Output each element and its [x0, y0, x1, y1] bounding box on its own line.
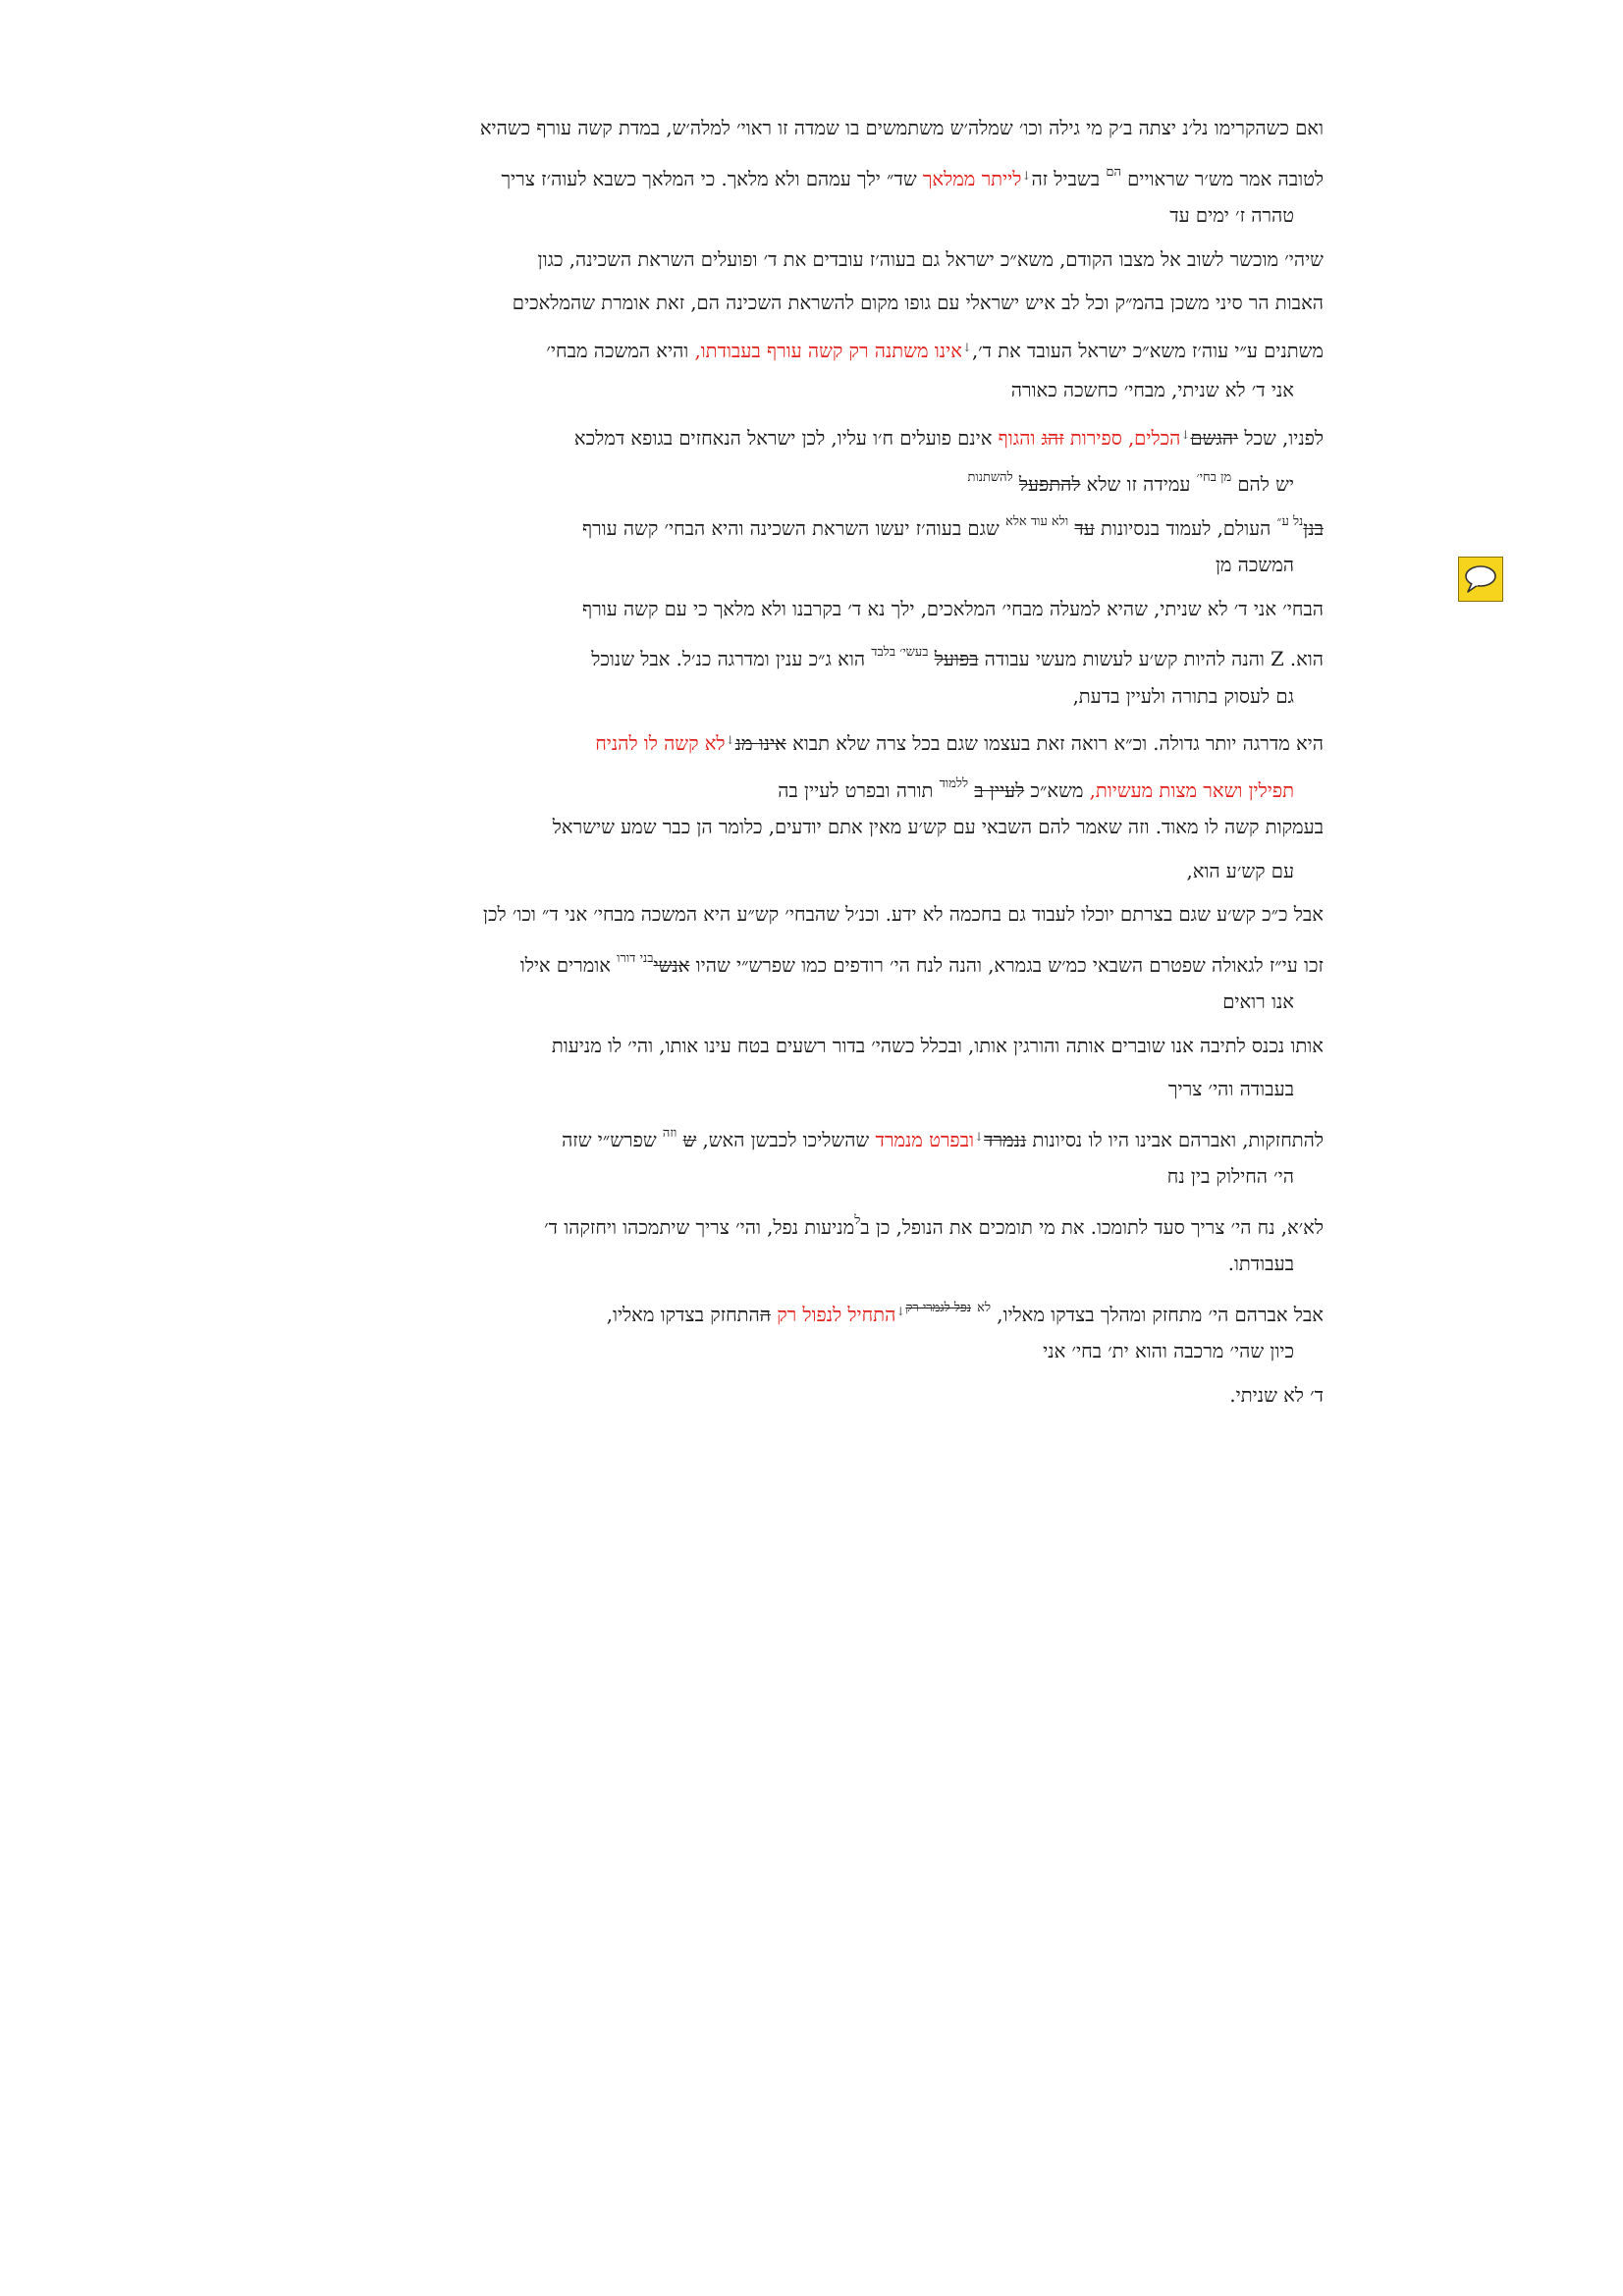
text-segment: אני ד׳ לא שניתי, מבחי׳ כחשכה כאורה — [1010, 379, 1294, 401]
red-insertion: תפילין ושאר מצות מעשיות, — [1089, 779, 1294, 802]
text-line — [538, 246, 1324, 274]
interlinear-insertion: בני דורו — [617, 951, 654, 966]
text-line — [1011, 377, 1294, 404]
insertion-arrow-icon: ↓ — [961, 341, 972, 354]
text-segment: הוא ג״כ ענין ומדרגה כנ׳ל. אבל שנוכל — [591, 648, 872, 670]
comment-icon[interactable] — [1458, 557, 1503, 602]
red-insertion: לייתר ממלאך — [922, 168, 1022, 190]
text-segment: משא״כ — [1024, 779, 1090, 802]
interlinear-insertion: לא — [977, 1301, 992, 1315]
interlinear-insertion: בעשי׳ בלבד — [871, 645, 929, 660]
text-line — [546, 334, 1324, 365]
text-segment: שפרש״י שזה — [562, 1129, 663, 1151]
interlinear-insertion: וזה — [662, 1126, 677, 1141]
struck-text: אינו מנ — [734, 732, 786, 755]
text-segment: היא מדרגה יותר גדולה. וכ״א רואה זאת בעצמו שגם בכל צרה שלא תבוא — [785, 732, 1324, 755]
text-segment: הוא. Z והנה להיות קש׳ע לעשות מעשי עבודה — [978, 648, 1324, 670]
struck-text: בפועל — [934, 648, 979, 670]
insertion-arrow-icon: ↓ — [1021, 169, 1032, 183]
struck-text: ה — [759, 1304, 771, 1326]
text-segment: אותו נכנס לתיבה אנו שוברים אותה והורגין אותו, ובכלל כשהי׳ בדור רשעים בטח עינו אותו, והי׳ לו מניעות — [551, 1035, 1324, 1057]
text-segment: כיון שהי׳ מרכבה והוא ית׳ בחי׳ אני — [1043, 1340, 1294, 1362]
struck-text: ננמרד — [984, 1129, 1027, 1151]
insertion-arrow-icon: ↓ — [725, 733, 735, 747]
text-segment: לפניו, שכל — [1238, 427, 1324, 450]
text-line — [501, 159, 1324, 193]
text-line — [513, 290, 1324, 317]
text-segment: בעבודה והי׳ צריך — [1167, 1078, 1294, 1100]
text-segment: עמידה זו שלא — [1080, 473, 1197, 496]
text-segment: אנו רואים — [1222, 990, 1294, 1013]
text-line — [582, 596, 1324, 623]
speech-bubble-icon — [1462, 562, 1499, 596]
text-segment: תורה ובפרט לעיין בה — [778, 779, 940, 802]
text-line — [562, 1120, 1324, 1154]
text-line — [607, 1295, 1324, 1329]
text-line — [1167, 1163, 1294, 1191]
text-line — [591, 639, 1324, 673]
text-segment: מניעות נפל, והי׳ צריך שיתמכהו ויחזקהו ד׳ — [544, 1216, 855, 1239]
text-segment: שיהי׳ מוכשר לשוב אל מצבו הקודם, משא״כ ישראל גם בעוה׳ז עובדים את ד׳ ופועלים השראת השכינה, כגון — [537, 248, 1324, 271]
text-segment: התחזק בצדקו מאליו, — [606, 1304, 760, 1326]
text-line — [1216, 552, 1294, 579]
text-segment: אומרים אילו — [519, 954, 618, 977]
interlinear-insertion: נל ע״ — [1276, 514, 1304, 529]
struck-text: ש — [682, 1129, 697, 1151]
text-line — [553, 814, 1324, 841]
interlinear-insertion: מן בחי׳ — [1196, 470, 1232, 485]
text-segment: יש להם — [1231, 473, 1294, 496]
text-segment: אבל כ״כ קש׳ע שגם בצרתם יוכלו לעבוד גם בחכמה לא ידע. וכנ׳ל שהבחי׳ קש״ע היא המשכה מבחי׳ אני ד״ וכו׳ לכן — [483, 903, 1324, 926]
text-segment: לא׳א, נח הי׳ צריך סעד לתומכו. את מי תומכים את הנופל, כן ב — [860, 1216, 1324, 1239]
red-insertion: לא קשה לו להניח — [595, 732, 726, 755]
text-segment: הי׳ החילוק בין נח — [1166, 1165, 1294, 1188]
text-line — [1228, 1251, 1294, 1278]
text-line — [1187, 858, 1295, 885]
struck-text: בנן — [1303, 517, 1324, 540]
text-line — [582, 508, 1324, 543]
struck-text: אנשי — [653, 954, 690, 977]
interlinear-insertion: להשתנות — [967, 470, 1013, 485]
text-segment: אינם פועלים ח׳ו עליו, לכן ישראל הנאחזים בגופא דמלכא — [573, 427, 999, 450]
text-segment: בשביל זה — [1031, 168, 1107, 190]
text-segment: עם קש׳ע הוא, — [1186, 860, 1294, 882]
text-segment: להתחזקות, ואברהם אבינו היו לו נסיונות — [1026, 1129, 1324, 1151]
text-line — [967, 464, 1294, 499]
struck-text: יהגשם — [1190, 427, 1239, 450]
text-segment: שהשליכו לכבשן האש, — [696, 1129, 876, 1151]
struck-text: להתפעל — [1018, 473, 1081, 496]
text-line — [574, 421, 1324, 453]
text-line — [552, 1033, 1324, 1060]
red-insertion: הכלים, ספירות — [1069, 427, 1181, 450]
interlinear-insertion: ל — [854, 1213, 861, 1228]
text-line — [1043, 1338, 1294, 1365]
insertion-arrow-icon: ↓ — [974, 1130, 985, 1144]
text-segment: משתנים ע״י עוה׳ז משא״כ ישראל העובד את ד׳, — [971, 340, 1324, 362]
text-segment: המשכה מן — [1215, 554, 1294, 576]
text-line — [480, 115, 1324, 142]
text-line — [483, 901, 1324, 929]
text-segment: ד׳ לא שניתי. — [1229, 1384, 1324, 1407]
text-line — [1073, 683, 1294, 711]
red-insertion: והגוף — [998, 427, 1036, 450]
insertion-arrow-icon: ↓ — [1180, 428, 1191, 442]
struck-text: עד — [1074, 517, 1095, 540]
interlinear-insertion: ולא עוד אלא — [1005, 514, 1069, 529]
interlinear-insertion: הם — [1106, 165, 1121, 180]
text-segment: העולם, לעמוד בנסיונות — [1094, 517, 1277, 540]
red-insertion: ובפרט מנמרד — [875, 1129, 975, 1151]
struck-text: זהג — [1041, 427, 1064, 450]
text-segment: שגם בעוה׳ז יעשו השראת השכינה והיא הבחי׳ קשה עורף — [581, 517, 1006, 540]
red-insertion: התחיל לנפול רק — [777, 1304, 896, 1326]
text-segment: אבל אברהם הי׳ מתחזק ומהלך בצדקו מאליו, — [991, 1304, 1324, 1326]
text-line — [778, 771, 1294, 805]
text-segment: האבות הר סיני משכן בהמ״ק וכל לב איש ישראלי עם גופו מקום להשראת השכינה הם, זאת אומרת שהמלאכים — [512, 292, 1324, 314]
interlinear-insertion: ללמוד — [939, 776, 969, 791]
red-insertion: אינו משתנה רק קשה עורף בעבודתו, — [694, 340, 962, 362]
text-line — [595, 726, 1324, 758]
text-segment: ואם כשהקרימו נל׳נ יצתה ב׳ק מי גילה וכו׳ שמלה׳ש משתמשים בו שמדה זו ראוי׳ למלה׳ש, במדת קשה עורף כשהיא — [479, 117, 1324, 139]
text-line — [1222, 988, 1294, 1016]
text-line — [520, 945, 1324, 980]
text-segment: בעמקות קשה לו מאוד. וזה שאמר להם השבאי עם קש׳ע מאין אתם יודעים, כלומר הן כבר שמע שישראל — [552, 816, 1324, 838]
text-line — [1169, 202, 1294, 230]
text-segment: טהרה ז׳ ימים עד — [1169, 204, 1294, 227]
text-segment: שד״ ילך עמהם ולא מלאך. כי המלאך כשבא לעוה׳ז צריך — [501, 168, 923, 190]
insertion-arrow-icon: ↓ — [895, 1305, 906, 1318]
text-line — [1168, 1076, 1294, 1103]
struck-text: לעיין ב — [974, 779, 1025, 802]
text-line — [544, 1207, 1324, 1242]
text-segment: הבחי׳ אני ד׳ לא שניתי, שהיא למעלה מבחי׳ המלאכים, ילך נא ד׳ בקרבנו ולא מלאך כי עם קשה עורף — [582, 598, 1324, 620]
text-segment: והיא המשכה מבחי׳ — [546, 340, 695, 362]
text-segment: בעבודתו. — [1227, 1253, 1294, 1275]
interlinear-insertion: נפל לגמרי רק — [905, 1301, 971, 1315]
text-segment: גם לעסוק בתורה ולעיין בדעת, — [1072, 685, 1294, 708]
text-segment: לטובה אמר מש׳ר שראויים — [1120, 168, 1324, 190]
text-line — [1229, 1382, 1324, 1410]
text-segment: זכו עי״ז לגאולה שפטרם השבאי כמ׳ש בגמרא, והנה לנח הי׳ רודפים כמו שפרש״י שהיו — [689, 954, 1324, 977]
